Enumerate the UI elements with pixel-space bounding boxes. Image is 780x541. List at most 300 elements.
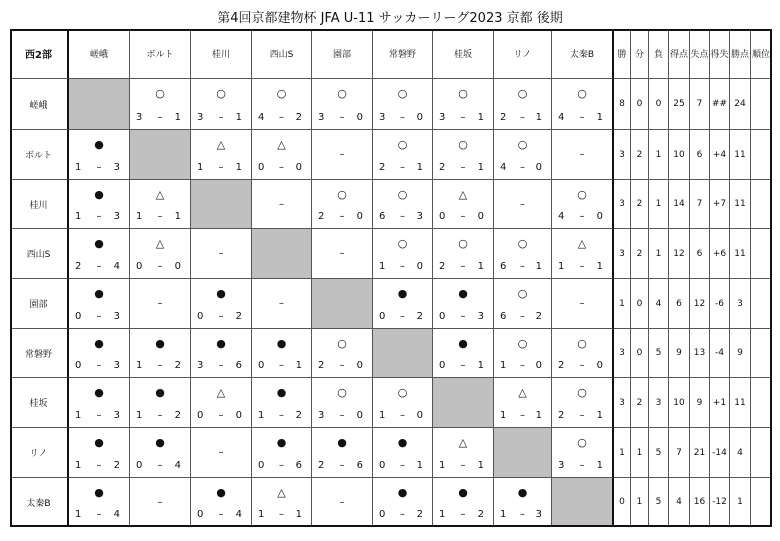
match-cell [494, 279, 552, 329]
standing-value: 0 [631, 79, 649, 130]
match-cell [373, 180, 433, 229]
match-cell [130, 229, 191, 279]
self-match-cell [191, 180, 252, 229]
match-cell [494, 180, 552, 229]
score-for: 3 [318, 112, 325, 123]
standing-value: 4 [669, 478, 690, 527]
match-cell [130, 79, 191, 130]
match-cell [312, 329, 373, 378]
score-for: 0 [136, 460, 143, 471]
score-against: 0 [295, 162, 302, 173]
result-mark: ● [276, 337, 287, 350]
standing-value: 10 [669, 378, 690, 428]
match-cell [373, 130, 433, 180]
standing-value: 1 [649, 229, 669, 279]
score-against: 1 [596, 112, 603, 123]
column-header-stat: 失点 [690, 29, 710, 79]
result-mark: ● [397, 436, 408, 449]
score-for: 6 [500, 311, 507, 322]
match-cell [433, 180, 494, 229]
match-cell [191, 130, 252, 180]
score-for: 4 [558, 112, 565, 123]
score-for: 1 [500, 360, 507, 371]
standing-value [751, 229, 772, 279]
score-separator: – [460, 112, 466, 123]
column-header-team: 桂坂 [433, 29, 494, 79]
standing-value: 1 [649, 130, 669, 180]
result-mark: ● [155, 436, 165, 449]
score-separator: – [157, 211, 163, 222]
no-result-dash: – [218, 248, 224, 259]
score-for: 1 [379, 410, 386, 421]
result-mark: ● [94, 386, 104, 399]
result-mark: ○ [216, 87, 226, 100]
self-match-cell [373, 329, 433, 378]
standing-value: ## [710, 79, 730, 130]
score-against: 1 [596, 460, 603, 471]
score-separator: – [96, 162, 102, 173]
score-against: 1 [416, 162, 423, 173]
score-separator: – [218, 410, 224, 421]
standing-value [751, 79, 772, 130]
match-cell [252, 428, 312, 478]
standing-value: 3 [730, 279, 751, 329]
score-for: 0 [379, 311, 386, 322]
score-for: 1 [197, 162, 204, 173]
score-against: 2 [477, 509, 484, 520]
score-for: 2 [558, 360, 565, 371]
standing-value: 12 [669, 229, 690, 279]
score-against: 0 [416, 112, 423, 123]
score-against: 1 [596, 410, 603, 421]
no-result-dash: – [279, 198, 284, 210]
score-for: 4 [258, 112, 265, 123]
standing-value: 2 [631, 378, 649, 428]
score-for: 0 [379, 509, 386, 520]
score-against: 1 [416, 460, 423, 471]
page-title: 第4回京都建物杯 JFA U-11 サッカーリーグ2023 京都 後期 [217, 11, 563, 26]
standing-value: -4 [710, 329, 730, 378]
score-for: 2 [318, 360, 325, 371]
row-header-team: 太秦B [10, 478, 69, 527]
score-against: 0 [596, 211, 603, 222]
match-cell [130, 428, 191, 478]
match-cell [312, 229, 373, 279]
result-mark: ○ [577, 337, 587, 350]
match-cell [433, 130, 494, 180]
score-against: 2 [295, 112, 302, 123]
column-header-team: 嵯峨 [69, 29, 130, 79]
standing-value: 11 [730, 229, 751, 279]
score-against: 3 [113, 311, 120, 322]
score-separator: – [520, 410, 525, 421]
standing-value: 3 [614, 378, 631, 428]
score-separator: – [279, 112, 284, 123]
result-mark: ● [94, 436, 104, 449]
division-label: 西2部 [10, 29, 69, 79]
score-for: 1 [500, 410, 507, 421]
result-mark: △ [155, 188, 165, 201]
match-cell [69, 428, 130, 478]
score-for: 0 [258, 360, 265, 371]
score-for: 2 [379, 162, 386, 173]
score-separator: – [520, 360, 525, 371]
score-separator: – [96, 211, 102, 222]
score-against: 1 [477, 261, 484, 272]
standing-value: 24 [730, 79, 751, 130]
score-separator: – [460, 261, 466, 272]
score-against: 1 [295, 360, 302, 371]
result-mark: ● [458, 486, 468, 499]
score-separator: – [520, 162, 525, 173]
standing-value: 9 [730, 329, 751, 378]
standing-value: 12 [690, 279, 710, 329]
score-for: 6 [500, 261, 507, 272]
score-for: 1 [258, 509, 265, 520]
standing-value: 0 [614, 478, 631, 527]
match-cell [552, 329, 614, 378]
match-cell [433, 279, 494, 329]
no-result-dash: – [157, 496, 163, 508]
column-header-team: リノ [494, 29, 552, 79]
result-mark: △ [577, 237, 587, 250]
row-header-team: 嵯峨 [10, 79, 69, 130]
result-mark: ○ [517, 337, 528, 350]
result-mark: ● [216, 486, 226, 499]
standing-value: 6 [690, 130, 710, 180]
match-cell [373, 478, 433, 527]
score-for: 3 [197, 360, 204, 371]
score-separator: – [218, 162, 224, 173]
score-against: 1 [477, 162, 484, 173]
score-against: 0 [356, 112, 363, 123]
score-separator: – [279, 460, 284, 471]
score-for: 0 [258, 162, 265, 173]
self-match-cell [494, 428, 552, 478]
score-for: 6 [379, 211, 386, 222]
match-cell [252, 130, 312, 180]
no-result-dash: – [218, 447, 224, 458]
no-result-dash: – [339, 248, 345, 259]
match-cell [494, 329, 552, 378]
match-cell [191, 378, 252, 428]
score-for: 2 [75, 261, 82, 272]
standing-value [751, 478, 772, 527]
score-for: 2 [558, 410, 565, 421]
match-cell [312, 79, 373, 130]
score-against: 0 [477, 211, 484, 222]
self-match-cell [252, 229, 312, 279]
score-separator: – [96, 509, 102, 520]
score-separator: – [157, 410, 163, 421]
score-separator: – [96, 360, 102, 371]
score-against: 0 [535, 360, 542, 371]
score-against: 6 [295, 460, 302, 471]
score-for: 2 [500, 112, 507, 123]
standing-value: 7 [690, 180, 710, 229]
score-against: 1 [535, 410, 542, 421]
standing-value: 0 [631, 329, 649, 378]
score-separator: – [460, 162, 466, 173]
column-header-stat: 得失 [710, 29, 730, 79]
row-header-team: 常磐野 [10, 329, 69, 378]
result-mark: △ [155, 237, 165, 250]
score-for: 3 [136, 112, 143, 123]
match-cell [252, 329, 312, 378]
result-mark: ● [216, 287, 226, 300]
score-against: 0 [356, 360, 363, 371]
score-against: 6 [356, 460, 363, 471]
standing-value: 5 [649, 329, 669, 378]
match-cell [373, 378, 433, 428]
match-cell [552, 428, 614, 478]
result-mark: ○ [517, 138, 528, 151]
standing-value: 10 [669, 130, 690, 180]
score-separator: – [96, 311, 102, 322]
score-separator: – [157, 261, 163, 272]
score-against: 3 [113, 410, 120, 421]
result-mark: ● [517, 486, 528, 499]
score-separator: – [400, 211, 405, 222]
match-cell [252, 378, 312, 428]
column-header-stat: 負 [649, 29, 669, 79]
result-mark: ● [94, 486, 104, 499]
standing-value: 3 [614, 229, 631, 279]
result-mark: ○ [397, 237, 408, 250]
score-separator: – [400, 509, 405, 520]
match-cell [191, 79, 252, 130]
column-header-stat: 勝点 [730, 29, 751, 79]
standing-value: 7 [690, 79, 710, 130]
match-cell [494, 229, 552, 279]
column-header-team: 桂川 [191, 29, 252, 79]
score-against: 1 [477, 360, 484, 371]
score-separator: – [400, 460, 405, 471]
standing-value: 3 [649, 378, 669, 428]
standing-value: 4 [649, 279, 669, 329]
standing-value: +4 [710, 130, 730, 180]
score-against: 4 [113, 509, 120, 520]
match-cell [130, 180, 191, 229]
row-header-team: 西山S [10, 229, 69, 279]
match-cell [373, 229, 433, 279]
score-against: 0 [356, 410, 363, 421]
score-against: 4 [174, 460, 181, 471]
match-cell [312, 378, 373, 428]
score-for: 0 [258, 460, 265, 471]
score-against: 0 [416, 261, 423, 272]
score-separator: – [279, 360, 284, 371]
result-mark: ● [276, 436, 287, 449]
result-mark: ○ [337, 386, 347, 399]
score-separator: – [339, 112, 345, 123]
row-header-team: 園部 [10, 279, 69, 329]
no-result-dash: – [579, 149, 585, 160]
score-for: 1 [75, 460, 82, 471]
match-cell [312, 180, 373, 229]
score-for: 0 [75, 311, 82, 322]
score-for: 0 [379, 460, 386, 471]
score-separator: – [157, 112, 163, 123]
match-cell [552, 79, 614, 130]
no-result-dash: – [157, 298, 163, 309]
score-for: 0 [439, 360, 446, 371]
league-table [10, 29, 772, 527]
result-mark: △ [277, 486, 286, 499]
self-match-cell [552, 478, 614, 527]
result-mark: ○ [397, 138, 408, 151]
standing-value: 1 [649, 180, 669, 229]
score-separator: – [579, 460, 585, 471]
score-against: 2 [235, 311, 242, 322]
column-header-team: 太秦B [552, 29, 614, 79]
match-cell [191, 478, 252, 527]
standing-value: 5 [649, 478, 669, 527]
result-mark: ● [94, 138, 104, 151]
score-separator: – [339, 211, 345, 222]
standing-value: 2 [631, 130, 649, 180]
score-against: 3 [113, 360, 120, 371]
standing-value: 5 [649, 428, 669, 478]
standing-value: 8 [614, 79, 631, 130]
match-cell [191, 329, 252, 378]
score-for: 3 [197, 112, 204, 123]
result-mark: ○ [397, 386, 408, 399]
score-for: 1 [439, 460, 446, 471]
result-mark: ○ [577, 87, 587, 100]
score-separator: – [400, 112, 405, 123]
result-mark: △ [216, 138, 226, 151]
result-mark: ○ [577, 386, 587, 399]
score-separator: – [579, 211, 585, 222]
result-mark: ● [94, 237, 104, 250]
match-cell [69, 478, 130, 527]
score-against: 1 [174, 112, 181, 123]
result-mark: ● [397, 486, 408, 499]
score-separator: – [218, 509, 224, 520]
score-for: 1 [379, 261, 386, 272]
self-match-cell [130, 130, 191, 180]
score-separator: – [96, 261, 102, 272]
result-mark: ● [337, 436, 347, 449]
score-separator: – [96, 410, 102, 421]
match-cell [252, 180, 312, 229]
result-mark: ● [94, 337, 104, 350]
score-for: 1 [136, 410, 143, 421]
column-header-stat: 得点 [669, 29, 690, 79]
score-against: 2 [416, 311, 423, 322]
result-mark: ○ [517, 237, 528, 250]
result-mark: ● [94, 287, 104, 300]
score-for: 1 [258, 410, 265, 421]
score-separator: – [400, 410, 405, 421]
result-mark: ○ [276, 87, 287, 100]
score-against: 1 [535, 112, 542, 123]
standing-value: 2 [631, 229, 649, 279]
standing-value: 11 [730, 180, 751, 229]
score-for: 0 [75, 360, 82, 371]
match-cell [312, 478, 373, 527]
score-separator: – [520, 112, 525, 123]
no-result-dash: – [339, 496, 345, 508]
score-for: 3 [558, 460, 565, 471]
standing-value: 1 [730, 478, 751, 527]
score-against: 1 [596, 261, 603, 272]
score-against: 1 [235, 112, 242, 123]
row-header-team: リノ [10, 428, 69, 478]
result-mark: △ [518, 386, 527, 399]
score-against: 2 [174, 410, 181, 421]
match-cell [69, 130, 130, 180]
score-against: 0 [596, 360, 603, 371]
score-for: 1 [136, 211, 143, 222]
score-against: 4 [235, 509, 242, 520]
match-cell [433, 478, 494, 527]
standing-value: 7 [669, 428, 690, 478]
score-against: 4 [113, 261, 120, 272]
standing-value: 4 [730, 428, 751, 478]
score-separator: – [400, 162, 405, 173]
score-separator: – [460, 509, 466, 520]
score-for: 0 [439, 211, 446, 222]
score-for: 1 [75, 162, 82, 173]
score-against: 2 [113, 460, 120, 471]
column-header-stat: 勝 [614, 29, 631, 79]
score-against: 0 [416, 410, 423, 421]
standing-value: 0 [631, 279, 649, 329]
score-for: 2 [318, 211, 325, 222]
match-cell [69, 279, 130, 329]
result-mark: ● [458, 337, 468, 350]
match-cell [252, 478, 312, 527]
match-cell [252, 279, 312, 329]
match-cell [69, 378, 130, 428]
score-against: 3 [416, 211, 423, 222]
standing-value: 3 [614, 130, 631, 180]
standing-value: 1 [614, 279, 631, 329]
score-separator: – [279, 410, 284, 421]
standing-value: +6 [710, 229, 730, 279]
match-cell [494, 130, 552, 180]
match-cell [433, 428, 494, 478]
self-match-cell [433, 378, 494, 428]
standing-value [751, 279, 772, 329]
score-separator: – [218, 112, 224, 123]
match-cell [433, 329, 494, 378]
result-mark: ○ [337, 87, 347, 100]
score-separator: – [520, 261, 525, 272]
result-mark: ● [458, 287, 468, 300]
score-for: 4 [558, 211, 565, 222]
standing-value: 9 [669, 329, 690, 378]
standing-value: 3 [614, 329, 631, 378]
match-cell [494, 378, 552, 428]
match-cell [130, 279, 191, 329]
standing-value: 16 [690, 478, 710, 527]
standing-value: -12 [710, 478, 730, 527]
score-for: 2 [318, 460, 325, 471]
score-for: 3 [439, 112, 446, 123]
column-header-team: 西山S [252, 29, 312, 79]
score-against: 1 [477, 112, 484, 123]
score-separator: – [520, 509, 525, 520]
score-for: 1 [500, 509, 507, 520]
score-separator: – [218, 311, 224, 322]
standing-value: +7 [710, 180, 730, 229]
score-separator: – [218, 360, 224, 371]
match-cell [130, 478, 191, 527]
result-mark: ○ [458, 87, 468, 100]
